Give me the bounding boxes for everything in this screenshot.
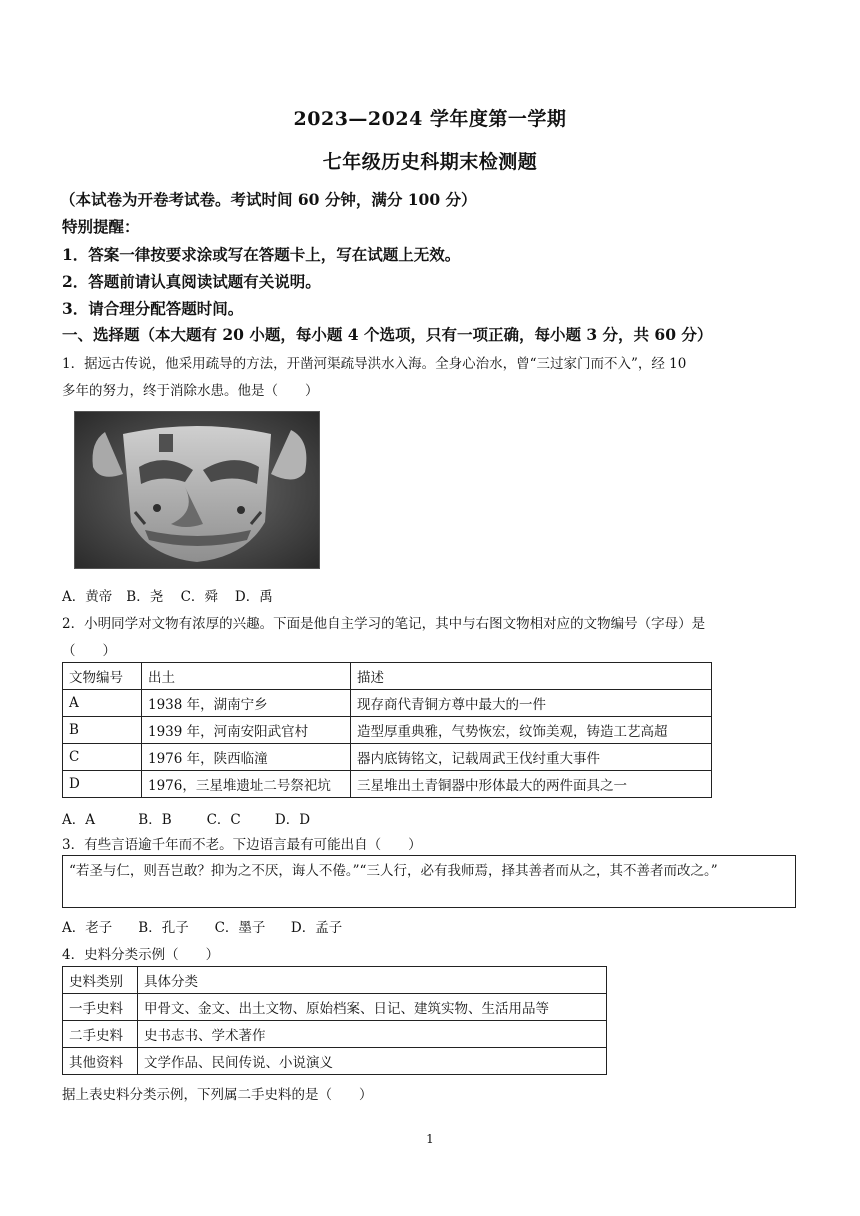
table-cell: 1938 年，湖南宁乡 — [142, 690, 351, 717]
table-cell: 现存商代青铜方尊中最大的一件 — [351, 690, 712, 717]
bronze-mask-image — [75, 412, 320, 569]
table-cell: 文学作品、民间传说、小说演义 — [138, 1048, 607, 1075]
q3-option-b[interactable]: B．孔子 — [138, 920, 189, 936]
table-cell: 1976，三星堆遗址二号祭祀坑 — [142, 771, 351, 798]
q2-relics-table — [62, 662, 712, 798]
q2-option-a[interactable]: A．A — [62, 812, 95, 828]
q3-options — [62, 916, 342, 936]
q3-quote-box: “若圣与仁，则吾岂敢？抑为之不厌，诲人不倦。”“三人行，必有我师焉，择其善者而从之，其不善者而改之。” — [62, 855, 796, 908]
reminder-title: 特别提醒： — [62, 217, 140, 236]
table-header-row — [63, 967, 607, 994]
q1-option-b[interactable]: B．尧 — [126, 589, 164, 605]
table-header-cell: 文物编号 — [63, 663, 142, 690]
q2-options — [62, 808, 310, 828]
table-cell: 甲骨文、金文、出土文物、原始档案、日记、建筑实物、生活用品等 — [138, 994, 607, 1021]
table-cell: A — [63, 690, 142, 717]
section-title: 一、选择题（本大题有 20 小题，每小题 4 个选项，只有一项正确，每小题 3 分，共 60 分） — [62, 325, 713, 344]
q1-options — [62, 585, 273, 605]
reminder-2: 2．答题前请认真阅读试题有关说明。 — [62, 272, 321, 291]
table-row — [63, 1048, 607, 1075]
q2-stem-line2: （ ） — [62, 643, 116, 659]
table-header-cell: 具体分类 — [138, 967, 607, 994]
page-number: 1 — [426, 1132, 434, 1146]
bronze-mask-photo — [74, 411, 320, 569]
table-cell: 1939 年，河南安阳武官村 — [142, 717, 351, 744]
q1-option-d[interactable]: D．禹 — [234, 589, 273, 605]
table-cell: 其他资料 — [63, 1048, 138, 1075]
q4-question: 据上表史料分类示例，下列属二手史料的是（ ） — [62, 1087, 373, 1103]
q3-stem: 3．有些言语逾千年而不老。下边语言最有可能出自（ ） — [62, 837, 422, 853]
q2-option-c[interactable]: C．C — [206, 812, 241, 828]
exam-title-subject: 七年级历史科期末检测题 — [322, 151, 538, 173]
table-cell: 二手史料 — [63, 1021, 138, 1048]
table-header-cell: 史料类别 — [63, 967, 138, 994]
exam-title-year: 2023—2024 学年度第一学期 — [293, 108, 567, 130]
q1-stem-line1: 1．据远古传说，他采用疏导的方法，开凿河渠疏导洪水入海。全身心治水，曾“三过家门而不入”，经 10 — [62, 356, 687, 372]
table-row — [63, 690, 712, 717]
table-row — [63, 717, 712, 744]
table-cell: 史书志书、学术著作 — [138, 1021, 607, 1048]
table-row — [63, 994, 607, 1021]
exam-note: （本试卷为开卷考试卷。考试时间 60 分钟，满分 100 分） — [60, 190, 477, 209]
table-cell: 器内底铸铭文，记载周武王伐纣重大事件 — [351, 744, 712, 771]
q3-option-a[interactable]: A．老子 — [62, 920, 113, 936]
reminder-1: 1．答案一律按要求涂或写在答题卡上，写在试题上无效。 — [62, 245, 461, 264]
table-cell: 三星堆出土青铜器中形体最大的两件面具之一 — [351, 771, 712, 798]
table-cell: C — [63, 744, 142, 771]
q2-option-b[interactable]: B．B — [138, 812, 172, 828]
q1-option-a[interactable]: A．黄帝 — [62, 589, 113, 605]
q3-option-d[interactable]: D．孟子 — [290, 920, 343, 936]
table-cell: 一手史料 — [63, 994, 138, 1021]
q1-stem-line2: 多年的努力，终于消除水患。他是（ ） — [62, 383, 319, 399]
q2-stem-line1: 2．小明同学对文物有浓厚的兴趣。下面是他自主学习的笔记，其中与右图文物相对应的文物编号（字母）是 — [62, 616, 706, 632]
table-header-cell: 描述 — [351, 663, 712, 690]
table-cell: 造型厚重典雅，气势恢宏，纹饰美观，铸造工艺高超 — [351, 717, 712, 744]
q4-stem: 4．史料分类示例（ ） — [62, 947, 220, 963]
table-row — [63, 1021, 607, 1048]
q4-sources-table — [62, 966, 607, 1075]
table-row — [63, 771, 712, 798]
q2-option-d[interactable]: D．D — [274, 812, 311, 828]
reminder-3: 3．请合理分配答题时间。 — [62, 299, 244, 318]
q3-option-c[interactable]: C．墨子 — [214, 920, 266, 936]
table-header-row — [63, 663, 712, 690]
table-cell: B — [63, 717, 142, 744]
table-cell: 1976 年，陕西临潼 — [142, 744, 351, 771]
q1-option-c[interactable]: C．舜 — [180, 589, 218, 605]
table-cell: D — [63, 771, 142, 798]
table-row — [63, 744, 712, 771]
table-header-cell: 出土 — [142, 663, 351, 690]
